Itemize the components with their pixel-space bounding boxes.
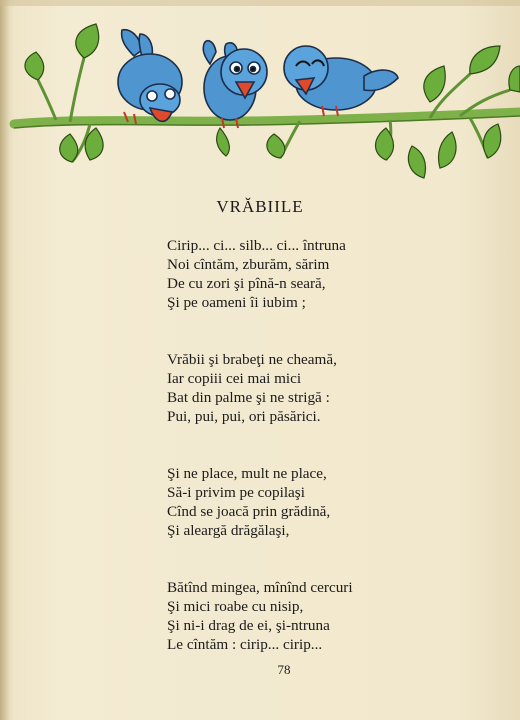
page-number: 78: [277, 662, 291, 677]
poem-line: Vrăbii şi brabeţi ne cheamă,: [167, 351, 337, 368]
stanza: [167, 350, 467, 426]
bird-center: [203, 41, 267, 128]
stanza: [167, 464, 467, 540]
birds-on-branch-illustration: [0, 0, 520, 180]
poem-line: De cu zori şi pînă-n seară,: [167, 275, 326, 292]
bird-left: [118, 30, 182, 124]
poem-line: Pui, pui, pui, ori păsărici.: [167, 408, 321, 425]
poem-line: Şi pe oameni îi iubim ;: [167, 294, 306, 311]
stanza: [167, 578, 467, 654]
poem-title: VRĂBIILE: [216, 197, 304, 216]
stanza: [167, 236, 467, 312]
branch: [14, 112, 520, 124]
poem-line: Noi cîntăm, zburăm, sărim: [167, 256, 330, 273]
leaves: [25, 24, 520, 178]
poem-line: Bat din palme şi ne strigă :: [167, 389, 330, 406]
bird-right: [284, 46, 398, 116]
poem-line: Şi aleargă drăgălaşi,: [167, 522, 290, 539]
poem-line: Şi ne place, mult ne place,: [167, 465, 327, 482]
poem-line: Să-i privim pe copilaşi: [167, 484, 305, 501]
poem-line: Cirip... ci... silb... ci... întruna: [167, 237, 346, 254]
poem-body: [167, 236, 467, 692]
poem-line: Iar copiii cei mai mici: [167, 370, 302, 387]
poem-line: Cînd se joacă prin grădină,: [167, 503, 331, 520]
poem-line: Bătînd mingea, mînînd cercuri: [167, 579, 353, 596]
poem-line: Le cîntăm : cirip... cirip...: [167, 636, 323, 653]
poem-line: Şi ni-i drag de ei, şi-ntruna: [167, 617, 330, 634]
poem-line: Şi mici roabe cu nisip,: [167, 598, 304, 615]
